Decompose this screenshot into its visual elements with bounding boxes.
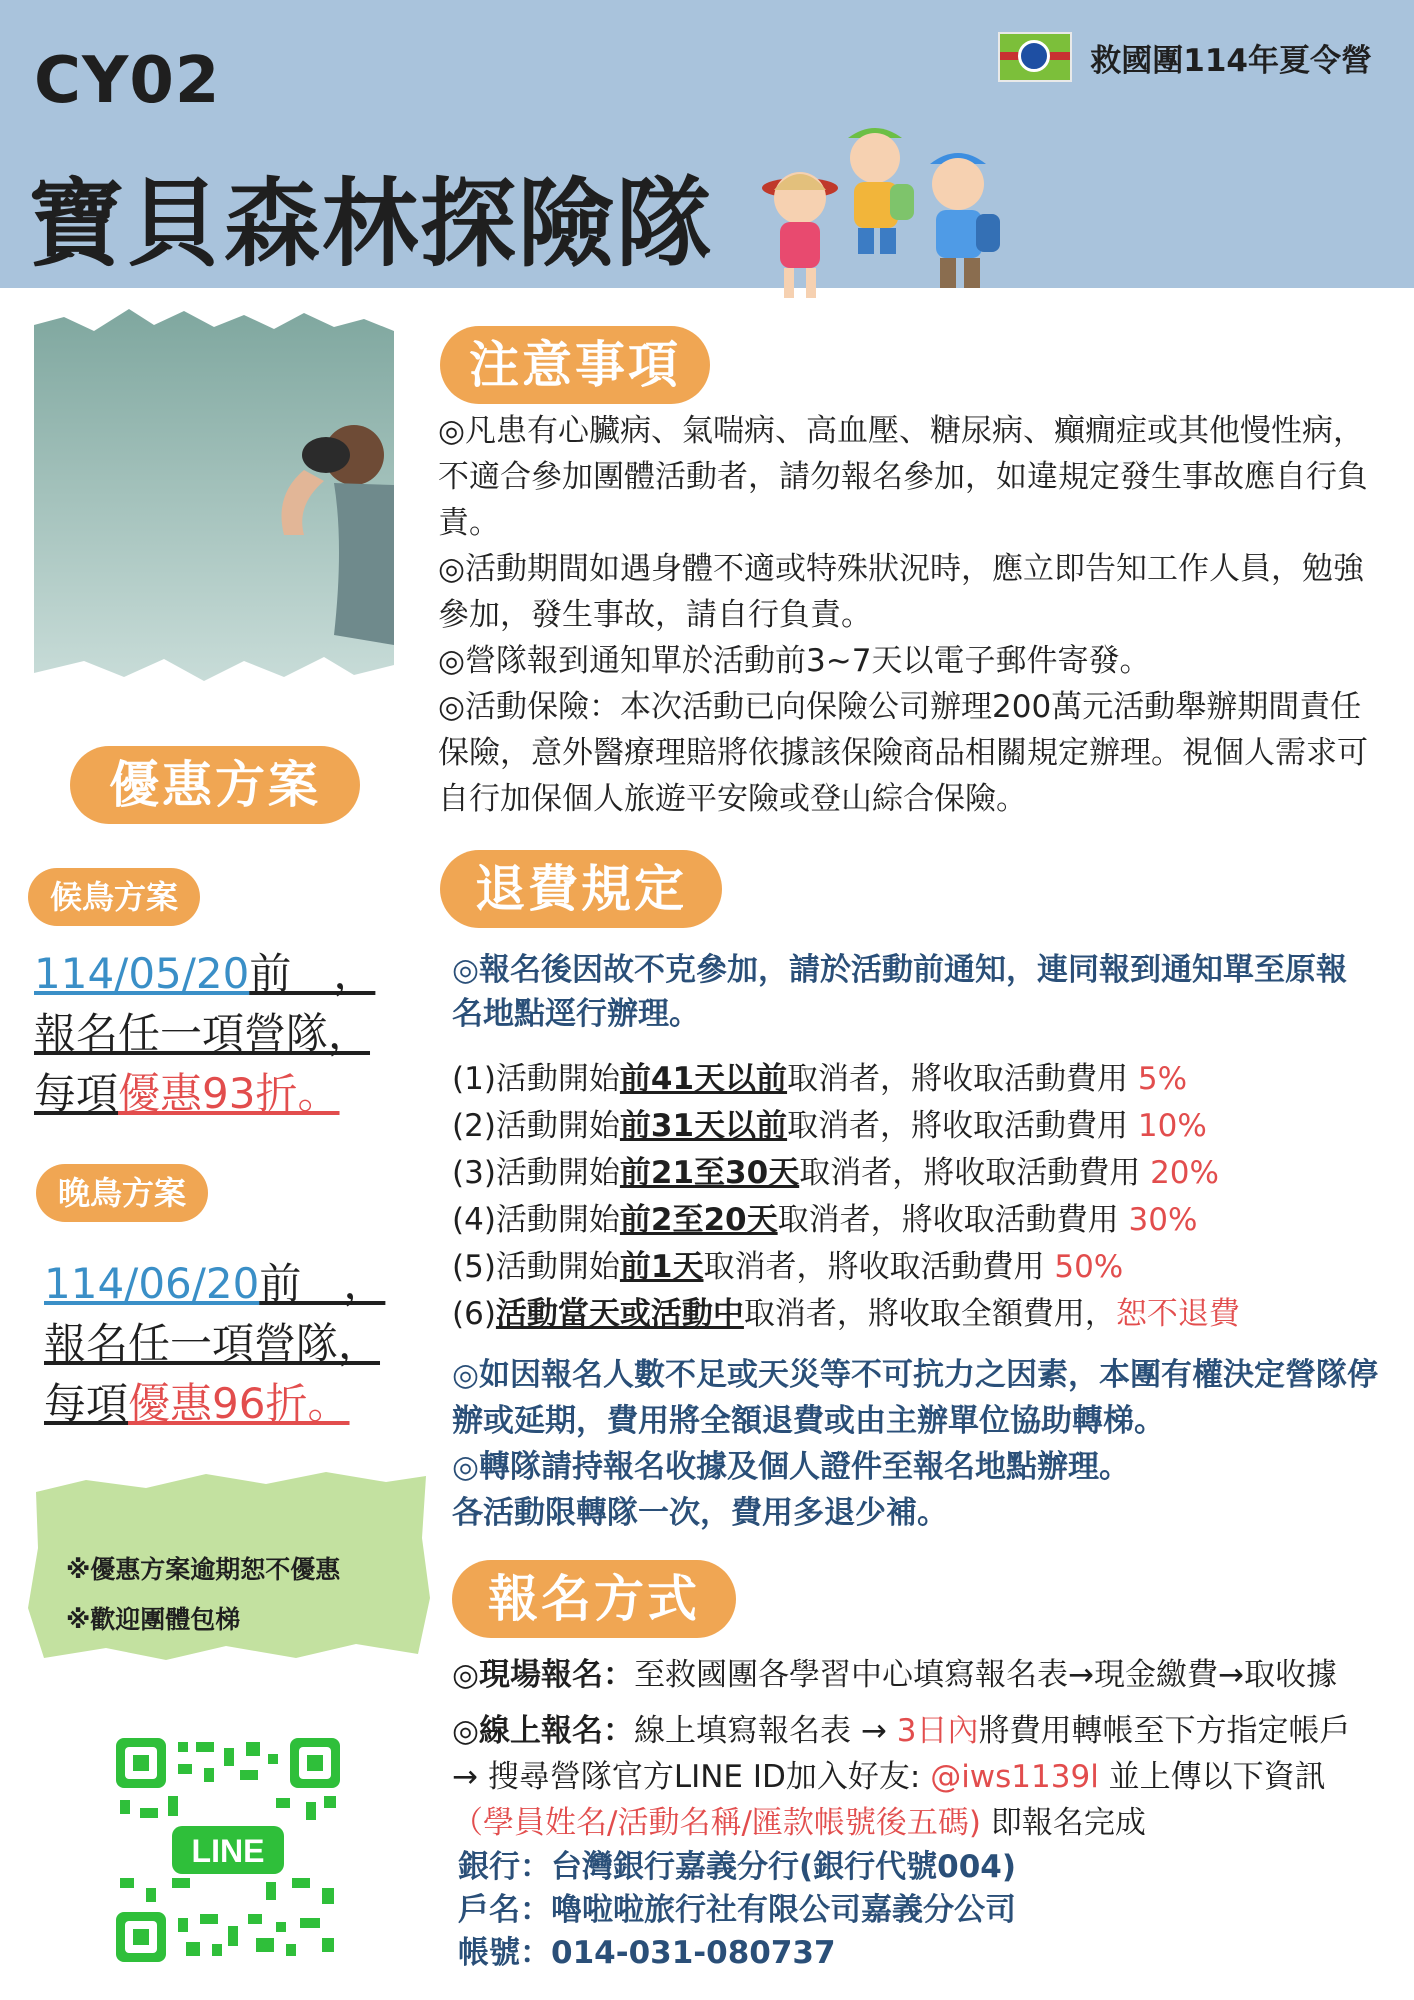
line-qr-code[interactable] bbox=[116, 1738, 340, 1962]
notice-label: 注意事項 bbox=[440, 326, 710, 404]
bank-info bbox=[458, 1846, 1158, 1975]
account-holder: 戶名：嚕啦啦旅行社有限公司嘉義分公司 bbox=[458, 1892, 1016, 1928]
camp-title: 寶貝森林探險隊 bbox=[28, 168, 714, 280]
bank-name: 銀行：台灣銀行嘉義分行(銀行代號004) bbox=[458, 1849, 1017, 1885]
child-binoculars-photo bbox=[34, 305, 394, 687]
late-bird-label: 晚鳥方案 bbox=[36, 1164, 208, 1222]
kids-illustration bbox=[740, 118, 1020, 318]
early-bird-label: 候鳥方案 bbox=[28, 868, 200, 926]
refund-label: 退費規定 bbox=[440, 850, 722, 928]
flag-icon bbox=[998, 32, 1072, 82]
refund-row: (1)活動開始前41天以前取消者，將收取活動費用 5% bbox=[452, 1061, 1188, 1097]
refund-row: (2)活動開始前31天以前取消者，將收取活動費用 10% bbox=[452, 1108, 1207, 1144]
onsite-registration: ◎現場報名：至救國團各學習中心填寫報名表→現金繳費→取收據 bbox=[452, 1657, 1338, 1693]
refund-row: (6)活動當天或活動中取消者，將收取全額費用，恕不退費 bbox=[452, 1296, 1240, 1332]
registration-label: 報名方式 bbox=[452, 1560, 736, 1638]
qr-line-label: LINE bbox=[191, 1833, 265, 1869]
early-bird-offer: 114/05/20前 ， 報名任一項營隊， 每項優惠93折。 bbox=[34, 949, 376, 1118]
refund-schedule bbox=[452, 1056, 1392, 1338]
promo-note: ※優惠方案逾期恕不優惠 bbox=[66, 1555, 341, 1584]
promo-label: 優惠方案 bbox=[70, 746, 360, 824]
account-number: 帳號：014-031-080737 bbox=[458, 1935, 836, 1971]
refund-row: (4)活動開始前2至20天取消者，將收取活動費用 30% bbox=[452, 1202, 1198, 1238]
promo-note: ※歡迎團體包梯 bbox=[66, 1605, 241, 1634]
notice-item: ◎營隊報到通知單於活動前3~7天以電子郵件寄發。 bbox=[438, 643, 1151, 679]
organizer bbox=[998, 32, 1372, 82]
organizer-name: 救國團114年夏令營 bbox=[1090, 42, 1372, 79]
early-date: 114/05/20 bbox=[34, 949, 250, 998]
online-registration: ◎線上報名：線上填寫報名表 → 3日內將費用轉帳至下方指定帳戶 → 搜尋營隊官方LINE ID加入好友: @iws1139l 並上傳以下資訊（學員姓名/活動名稱/匯款帳號後五碼) 即報名完成 bbox=[452, 1713, 1351, 1841]
late-discount: 優惠96折。 bbox=[128, 1379, 350, 1428]
notice-list bbox=[438, 408, 1378, 822]
notice-item: ◎活動保險：本次活動已向保險公司辦理200萬元活動舉辦期間責任保險，意外醫療理賠將依據該保險商品相關規定辦理。視個人需求可自行加保個人旅遊平安險或登山綜合保險。 bbox=[438, 689, 1368, 817]
camp-code: CY02 bbox=[34, 44, 221, 118]
notice-item: ◎凡患有心臟病、氣喘病、高血壓、糖尿病、癲癇症或其他慢性病，不適合參加團體活動者，請勿報名參加，如違規定發生事故應自行負責。 bbox=[438, 413, 1368, 541]
refund-notes: ◎如因報名人數不足或天災等不可抗力之因素，本團有權決定營隊停辦或延期，費用將全額退費或由主辦單位協助轉梯。 ◎轉隊請持報名收據及個人證件至報名地點辦理。 各活動限轉隊一次，費用多退少補。 bbox=[452, 1357, 1379, 1531]
refund-intro: ◎報名後因故不克參加，請於活動前通知，連同報到通知單至原報名地點逕行辦理。 bbox=[452, 952, 1348, 1032]
refund-row: (5)活動開始前1天取消者，將收取活動費用 50% bbox=[452, 1249, 1124, 1285]
notice-item: ◎活動期間如遇身體不適或特殊狀況時，應立即告知工作人員，勉強參加，發生事故，請自行負責。 bbox=[438, 551, 1365, 633]
late-date: 114/06/20 bbox=[44, 1259, 260, 1308]
late-bird-offer: 114/06/20前 ， 報名任一項營隊， 每項優惠96折。 bbox=[44, 1259, 386, 1428]
early-discount: 優惠93折。 bbox=[118, 1069, 340, 1118]
refund-row: (3)活動開始前21至30天取消者，將收取活動費用 20% bbox=[452, 1155, 1219, 1191]
line-id: @iws1139l bbox=[930, 1759, 1099, 1795]
